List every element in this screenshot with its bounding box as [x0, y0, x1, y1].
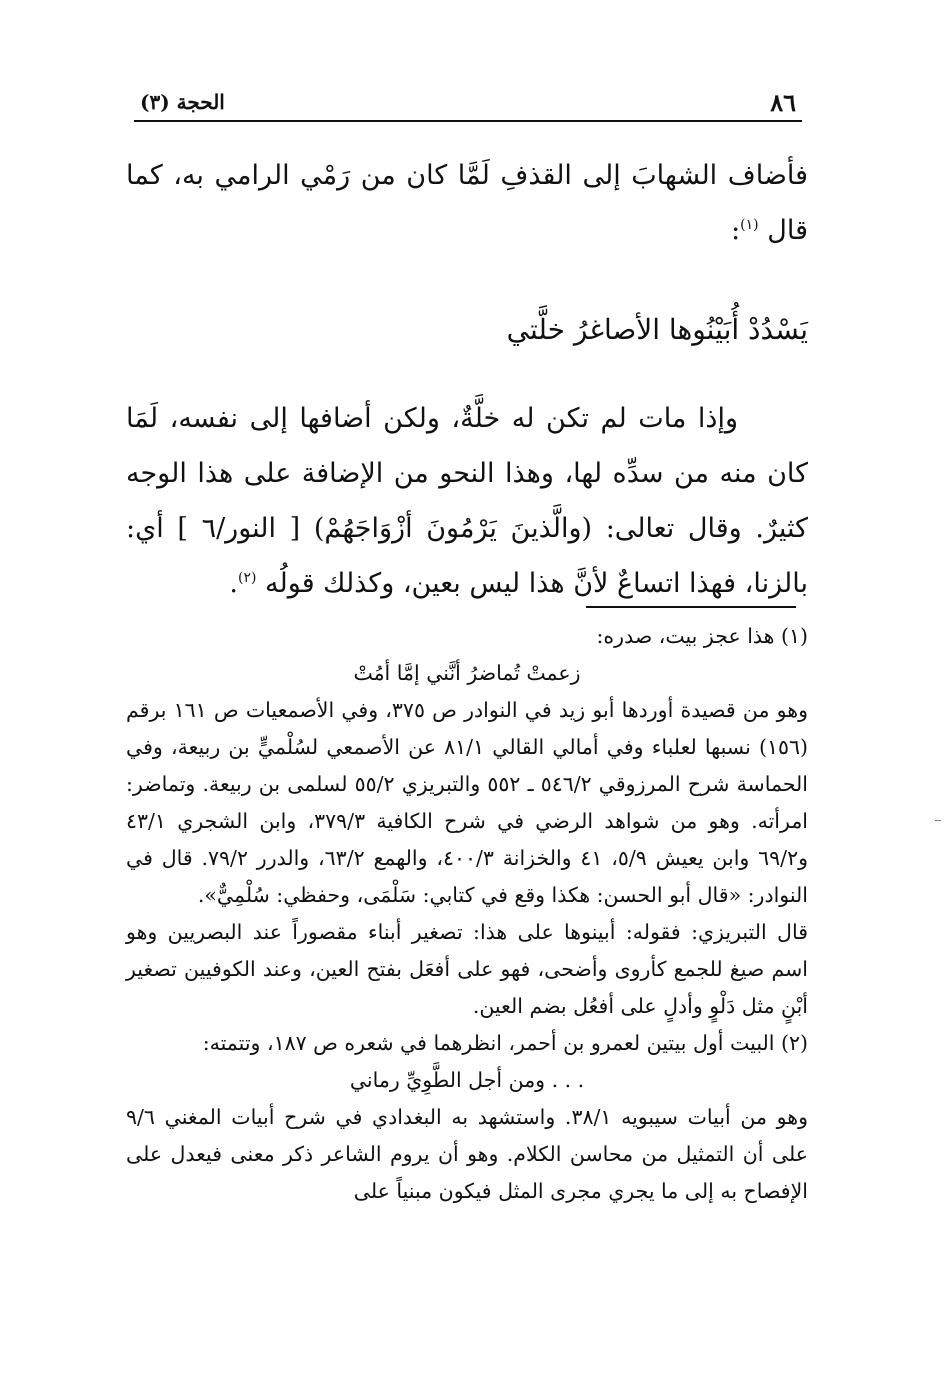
footnote-ref-1: (١) — [740, 217, 759, 233]
paragraph-2 — [126, 391, 808, 611]
footnote-1-body: وهو من قصيدة أوردها أبو زيد في النوادر ص ٣٧٥، وفي الأصمعيات ص ١٦١ برقم (١٥٦) نسبها لعلباء وفي أمالي القالي ٨١/١ عن الأصمعي لسُلْميٍّ بن ربيعة، وفي الحماسة شرح المرزوقي ٥٤٦/٢ ـ ٥٥٢ والتبريزي ٥٥/٢ لسلمى بن ربيعة. وتماضر: امرأته. وهو من شواهد الرضي في شرح الكافية ٣٧٩/٣، وابن الشجري ٤٣/١ و٦٩/٢ وابن يعيش ٥/٩، ٤١ والخزانة ٤٠٠/٣، والهمع ٦٣/٢، والدرر ٧٩/٢. قال في النوادر: «قال أبو الحسن: هكذا وقع في كتابي: سَلْمَى، وحفظي: سُلْمِيٌّ». — [126, 698, 809, 907]
page-number: ٨٦ — [770, 88, 796, 117]
paragraph-1-end: : — [731, 215, 741, 246]
footnote-2-verse: . . . ومن أجل الطَّوِيِّ رماني — [349, 1068, 585, 1092]
footnote-2-body: وهو من أبيات سيبويه ٣٨/١. واستشهد به البغدادي في شرح أبيات المغني ٩/٦ على أن التمثيل من محاسن الكلام. وهو أن يروم الشاعر ذكر معنى فيعدل على الإفصاح به إلى ما يجري مجرى المثل فيكون مبنياً على — [126, 1105, 808, 1203]
paragraph-1-text: فأضاف الشهابَ إلى القذفِ لَمَّا كان من رَمْي الرامي به، كما قال — [126, 160, 808, 246]
paragraph-2-end: . — [229, 568, 238, 599]
footnotes — [126, 618, 808, 1210]
page-header — [134, 84, 802, 122]
paragraph-1 — [126, 148, 808, 258]
footnote-1-intro: (١) هذا عجز بيت، صدره: — [596, 624, 808, 648]
main-text — [126, 148, 808, 611]
footnote-1-body-2: قال التبريزي: فقوله: أبينوها على هذا: تصغير أبناء مقصوراً عند البصريين وهو اسم صيغ للجمع كأروى وأضحى، فهو على أفعَل بفتح العين، وعند الكوفيين تصغير أبْنٍ مثل دَلْوٍ وأدلٍ على أفعُل بضم العين. — [126, 920, 808, 1018]
footnote-2-intro: (٢) البيت أول بيتين لعمرو بن أحمر، انظرهما في شعره ص ١٨٧، وتتمته: — [202, 1031, 808, 1055]
footnote-1-verse: زعمتْ تُماضرُ أنَّني إمَّا أمُتْ — [353, 661, 581, 685]
footnote-separator — [586, 606, 796, 608]
margin-mark — [935, 820, 941, 821]
running-title: الحجة (٣) — [140, 90, 225, 114]
paragraph-2-text: وإذا مات لم تكن له خلَّةٌ، ولكن أضافها إلى نفسه، لَمَا كان منه من سدِّه لها، وهذا النحو من الإضافة على هذا الوجه كثيرٌ. وقال تعالى: (والَّذينَ يَرْمُونَ أزْوَاجَهُمْ) [ النور/٦ ] أي: بالزنا، فهذا اتساعٌ لأنَّ هذا ليس بعين، وكذلك قولُه — [126, 403, 808, 599]
footnote-ref-2: (٢) — [237, 570, 257, 586]
quoted-verse: يَسْدُدْ أُبَيْنُوها الأصاغرُ خلَّتي — [506, 313, 808, 346]
